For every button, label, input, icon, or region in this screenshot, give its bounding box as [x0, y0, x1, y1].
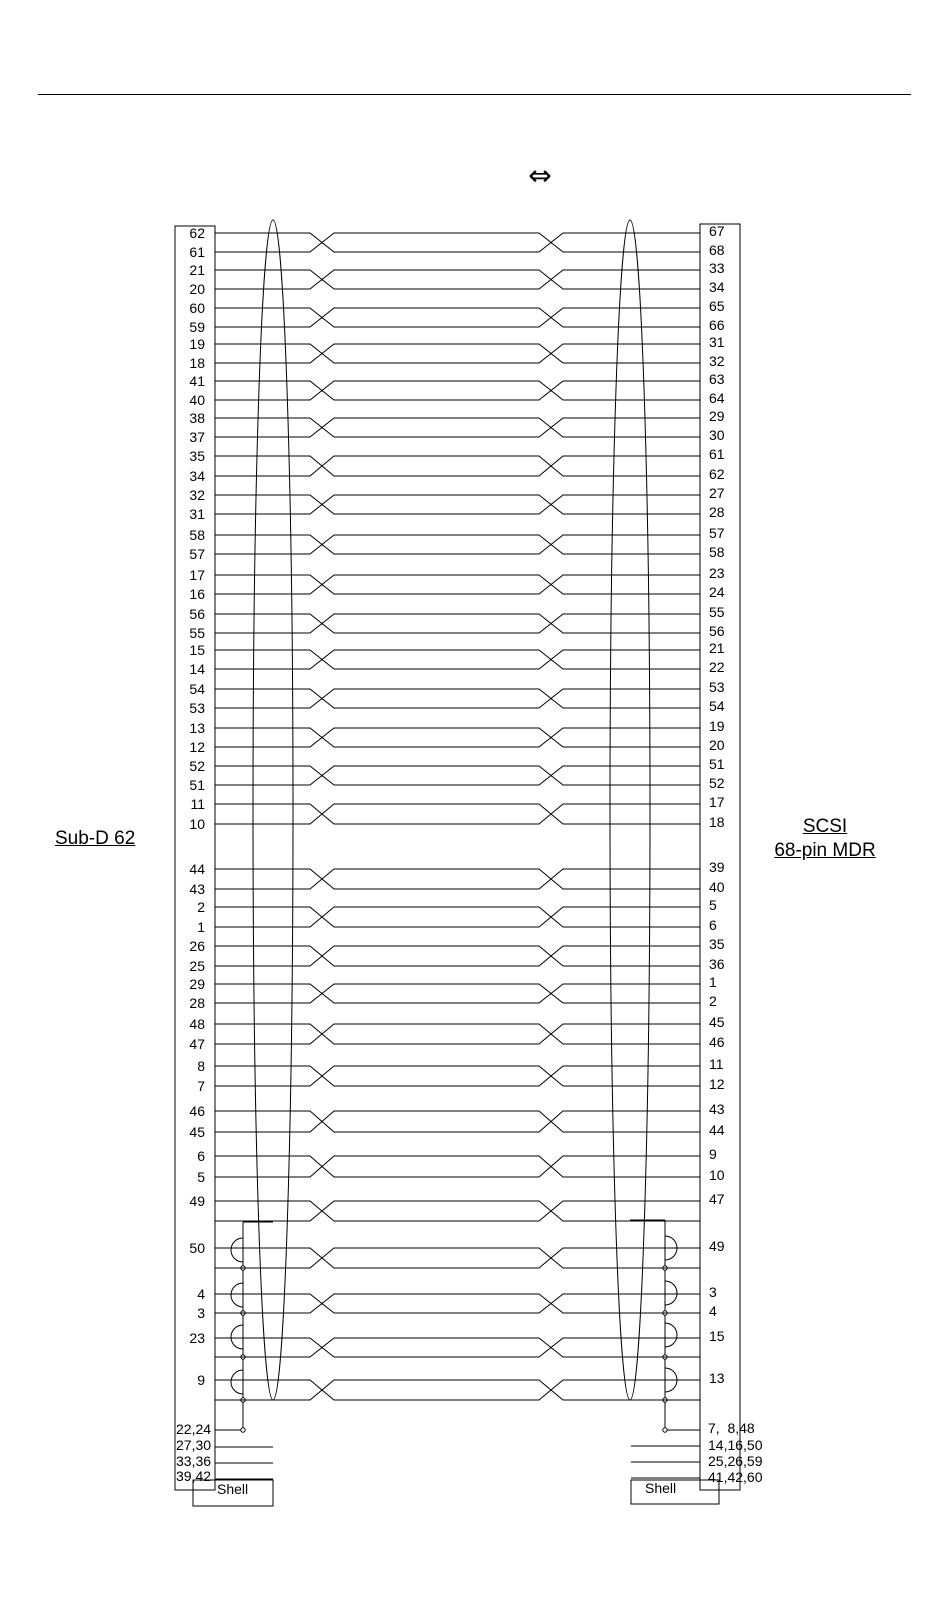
- left-pin-label: 35: [189, 448, 205, 464]
- right-shield-ellipse: [610, 220, 650, 1400]
- right-pin-label: 61: [709, 446, 725, 462]
- right-ground-pin-label: 7, 8,48: [708, 1420, 755, 1436]
- left-pin-label: 7: [197, 1078, 205, 1094]
- left-drain-hop: [231, 1370, 243, 1394]
- twisted-pair: [215, 1338, 700, 1357]
- twisted-pair: [215, 308, 700, 327]
- left-pin-label: 53: [189, 700, 205, 716]
- right-pin-label: 64: [709, 390, 725, 406]
- junction-dot: [663, 1428, 667, 1432]
- right-pin-label: 15: [709, 1328, 725, 1344]
- left-pin-label: 43: [189, 881, 205, 897]
- twisted-pair: [215, 344, 700, 363]
- right-pin-label: 66: [709, 317, 725, 333]
- right-pin-label: 12: [709, 1076, 725, 1092]
- left-pin-label: 45: [189, 1124, 205, 1140]
- twisted-pair: [215, 270, 700, 289]
- right-ground-pin-label: 14,16,50: [708, 1437, 763, 1453]
- left-pin-label: 13: [189, 720, 205, 736]
- left-pin-label: 25: [189, 958, 205, 974]
- right-pin-label: 51: [709, 756, 725, 772]
- twisted-pair: [215, 728, 700, 747]
- left-pin-label: 28: [189, 995, 205, 1011]
- right-pin-label: 20: [709, 737, 725, 753]
- left-pin-label: 40: [189, 392, 205, 408]
- twisted-pair: [215, 456, 700, 476]
- right-pin-label: 57: [709, 525, 725, 541]
- twisted-pair: [215, 946, 700, 966]
- right-pin-label: 36: [709, 956, 725, 972]
- left-pin-label: 16: [189, 586, 205, 602]
- right-pin-label: 23: [709, 565, 725, 581]
- left-pin-label: 56: [189, 606, 205, 622]
- left-pin-label: 6: [197, 1148, 205, 1164]
- left-pin-label: 61: [189, 244, 205, 260]
- twisted-pair: [215, 495, 700, 514]
- left-pin-label: 54: [189, 681, 205, 697]
- right-pin-label: 28: [709, 504, 725, 520]
- right-drain-hop: [665, 1323, 677, 1347]
- left-ground-pin-label: 22,24: [176, 1421, 212, 1437]
- left-ground-pin-label: 27,30: [176, 1437, 212, 1453]
- right-pin-label: 4: [709, 1303, 717, 1319]
- right-pin-label: 63: [709, 371, 725, 387]
- right-pin-label: 30: [709, 427, 725, 443]
- right-pin-label: 34: [709, 279, 725, 295]
- left-pin-label: 48: [189, 1016, 205, 1032]
- right-pin-label: 27: [709, 485, 725, 501]
- left-pin-label: 3: [197, 1305, 205, 1321]
- left-pin-label: 5: [197, 1169, 205, 1185]
- left-pin-label: 29: [189, 976, 205, 992]
- bidirectional-arrow-icon: ⇔: [528, 159, 552, 192]
- left-ground-pin-label: 33,36: [176, 1453, 212, 1469]
- left-pin-label: 59: [189, 319, 205, 335]
- right-pin-label: 33: [709, 260, 725, 276]
- left-drain-hop: [231, 1283, 243, 1307]
- right-pin-label: 21: [709, 640, 725, 656]
- left-pin-label: 21: [189, 262, 205, 278]
- left-pin-label: 49: [189, 1193, 205, 1209]
- left-pin-label: 55: [189, 625, 205, 641]
- right-pin-label: 46: [709, 1034, 725, 1050]
- junction-dot: [241, 1428, 245, 1432]
- twisted-pair: [215, 766, 700, 785]
- right-pin-label: 17: [709, 794, 725, 810]
- twisted-pair: [215, 1248, 700, 1268]
- twisted-pair: [215, 650, 700, 669]
- twisted-pair: [215, 907, 700, 927]
- twisted-pair: [215, 1380, 700, 1400]
- twisted-pair: [215, 1024, 700, 1044]
- left-pin-label: 9: [197, 1372, 205, 1388]
- left-pin-label: 34: [189, 468, 205, 484]
- left-pin-label: 32: [189, 487, 205, 503]
- left-pin-label: 52: [189, 758, 205, 774]
- left-pin-label: 8: [197, 1058, 205, 1074]
- right-ground-pin-label: 25,26,59: [708, 1453, 763, 1469]
- twisted-pair: [215, 1111, 700, 1132]
- right-pin-label: 11: [709, 1056, 724, 1072]
- twisted-pair: [215, 984, 700, 1003]
- right-pin-label: 5: [709, 897, 717, 913]
- left-pin-label: 20: [189, 281, 205, 297]
- right-pin-label: 49: [709, 1238, 725, 1254]
- twisted-pair: [215, 869, 700, 889]
- left-pin-label: 10: [189, 816, 205, 832]
- right-drain-hop: [665, 1281, 677, 1305]
- twisted-pair: [215, 535, 700, 554]
- right-pin-label: 3: [709, 1284, 717, 1300]
- right-pin-label: 13: [709, 1370, 725, 1386]
- left-pin-label: 23: [189, 1330, 205, 1346]
- right-pin-label: 43: [709, 1101, 725, 1117]
- twisted-pair: [215, 614, 700, 633]
- right-pin-label: 19: [709, 718, 725, 734]
- left-pin-label: 2: [197, 899, 205, 915]
- left-pin-label: 41: [189, 373, 205, 389]
- left-pin-label: 12: [189, 739, 205, 755]
- left-drain-hop: [231, 1238, 243, 1262]
- twisted-pair: [215, 575, 700, 594]
- right-ground-pin-label: 41,42,60: [708, 1469, 763, 1485]
- left-pin-label: 11: [190, 796, 205, 812]
- right-connector-title-line1: SCSI: [802, 816, 848, 837]
- left-connector-title: Sub-D 62: [55, 828, 136, 849]
- left-pin-label: 17: [189, 567, 205, 583]
- right-pin-label: 56: [709, 623, 725, 639]
- right-pin-label: 67: [709, 223, 725, 239]
- right-pin-label: 6: [709, 917, 717, 933]
- left-pin-label: 46: [189, 1103, 205, 1119]
- twisted-pair: [215, 1156, 700, 1177]
- right-pin-label: 55: [709, 604, 725, 620]
- left-pin-label: 14: [189, 661, 205, 677]
- left-shield-ellipse: [253, 220, 293, 1400]
- left-pin-label: 31: [189, 506, 205, 522]
- right-pin-label: 52: [709, 775, 725, 791]
- left-ground-pin-label: 39,42: [176, 1468, 212, 1484]
- twisted-pair: [215, 1066, 700, 1086]
- left-drain-hop: [231, 1325, 243, 1349]
- right-pin-label: 22: [709, 659, 725, 675]
- left-shell-label: Shell: [217, 1481, 249, 1497]
- right-pin-label: 47: [709, 1191, 725, 1207]
- right-pin-label: 45: [709, 1014, 725, 1030]
- left-pin-label: 18: [189, 355, 205, 371]
- right-pin-label: 29: [709, 408, 725, 424]
- right-pin-label: 31: [709, 334, 725, 350]
- right-pin-label: 65: [709, 298, 725, 314]
- right-pin-label: 35: [709, 936, 725, 952]
- twisted-pair: [215, 689, 700, 708]
- right-pin-label: 18: [709, 814, 725, 830]
- left-pin-label: 15: [189, 642, 205, 658]
- left-pin-label: 26: [189, 938, 205, 954]
- right-pin-label: 9: [709, 1146, 717, 1162]
- right-pin-label: 54: [709, 698, 725, 714]
- right-pin-label: 53: [709, 679, 725, 695]
- left-pin-label: 1: [197, 919, 205, 935]
- right-pin-label: 40: [709, 879, 725, 895]
- left-pin-label: 19: [189, 336, 205, 352]
- left-pin-label: 58: [189, 527, 205, 543]
- left-pin-label: 57: [189, 546, 205, 562]
- left-pin-label: 44: [189, 861, 205, 877]
- right-pin-label: 68: [709, 242, 725, 258]
- twisted-pair: [215, 233, 700, 252]
- right-pin-label: 24: [709, 584, 725, 600]
- left-pin-label: 62: [189, 225, 205, 241]
- right-pin-label: 1: [709, 974, 717, 990]
- left-pin-label: 60: [189, 300, 205, 316]
- left-pin-label: 38: [189, 410, 205, 426]
- left-pin-label: 47: [189, 1036, 205, 1052]
- right-pin-label: 10: [709, 1167, 725, 1183]
- left-pin-label: 4: [197, 1286, 205, 1302]
- right-connector-title-line2: 68-pin MDR: [774, 840, 876, 861]
- twisted-pair: [215, 1294, 700, 1313]
- left-pin-label: 50: [189, 1240, 205, 1256]
- right-drain-bus: [665, 1220, 700, 1430]
- twisted-pair: [215, 804, 700, 824]
- right-pin-label: 32: [709, 353, 725, 369]
- right-pin-label: 58: [709, 544, 725, 560]
- right-pin-label: 39: [709, 859, 725, 875]
- left-pin-label: 37: [189, 429, 205, 445]
- left-pin-label: 51: [189, 777, 205, 793]
- right-shell-label: Shell: [645, 1480, 677, 1496]
- right-pin-label: 62: [709, 466, 725, 482]
- right-pin-label: 2: [709, 993, 717, 1009]
- right-pin-label: 44: [709, 1122, 725, 1138]
